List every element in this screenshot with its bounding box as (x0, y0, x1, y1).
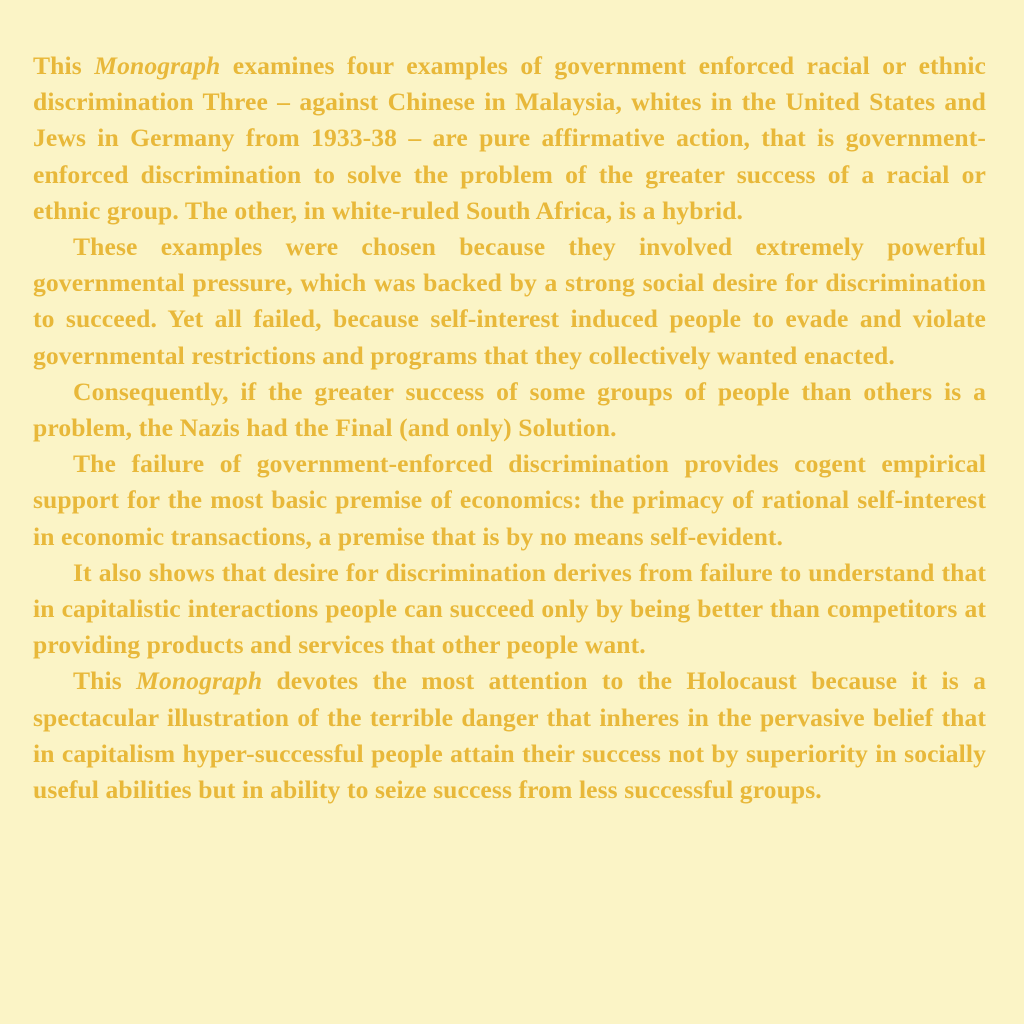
monograph-title-italic: Monograph (136, 666, 263, 696)
monograph-title-italic: Monograph (94, 51, 221, 80)
paragraph-5-text: It also shows that desire for discrimination derives from failure to understand that in capitalistic interactions people can succeed only by being better than competitors at providing products and services that other people want. (33, 557, 986, 660)
paragraph-3 (33, 374, 986, 446)
body-text (33, 48, 986, 808)
paragraph-6-part-1: This (73, 666, 137, 696)
paragraph-2 (33, 229, 986, 374)
paragraph-2-text: These examples were chosen because they involved extremely powerful governmental pressure, which was backed by a strong social desire for discrimination to succeed. Yet all failed, because self-interest induced people to evade and violate governmental restrictions and programs that they collectively wanted enacted. (33, 232, 986, 370)
paragraph-3-text: Consequently, if the greater success of some groups of people than others is a problem, the Nazis had the Final (and only) Solution. (33, 376, 986, 443)
paragraph-1-part-1: This (33, 51, 95, 80)
paragraph-4-text: The failure of government-enforced discrimination provides cogent empirical support for the most basic premise of economics: the primacy of rational self-interest in economic transactions, a premise that is by no means self-evident. (33, 449, 986, 551)
paragraph-5 (33, 555, 986, 664)
paragraph-1-part-3: examines four examples of government enforced racial or ethnic discrimination Three – against Chinese in Malaysia, whites in the United States and Jews in Germany from 1933-38 – are pure affirmative action, that is government-enforced discrimination to solve the problem of the greater success of a racial or ethnic group. The other, in white-ruled South Africa, is a hybrid. (33, 51, 986, 225)
paragraph-6 (33, 663, 986, 808)
paragraph-4 (33, 446, 986, 555)
paragraph-6-part-3: devotes the most attention to the Holocaust because it is a spectacular illustration of the terrible danger that inheres in the pervasive belief that in capitalism hyper-successful people attain their success not by superiority in socially useful abilities but in ability to seize success from less successful groups. (33, 666, 986, 805)
paragraph-1 (33, 48, 986, 229)
